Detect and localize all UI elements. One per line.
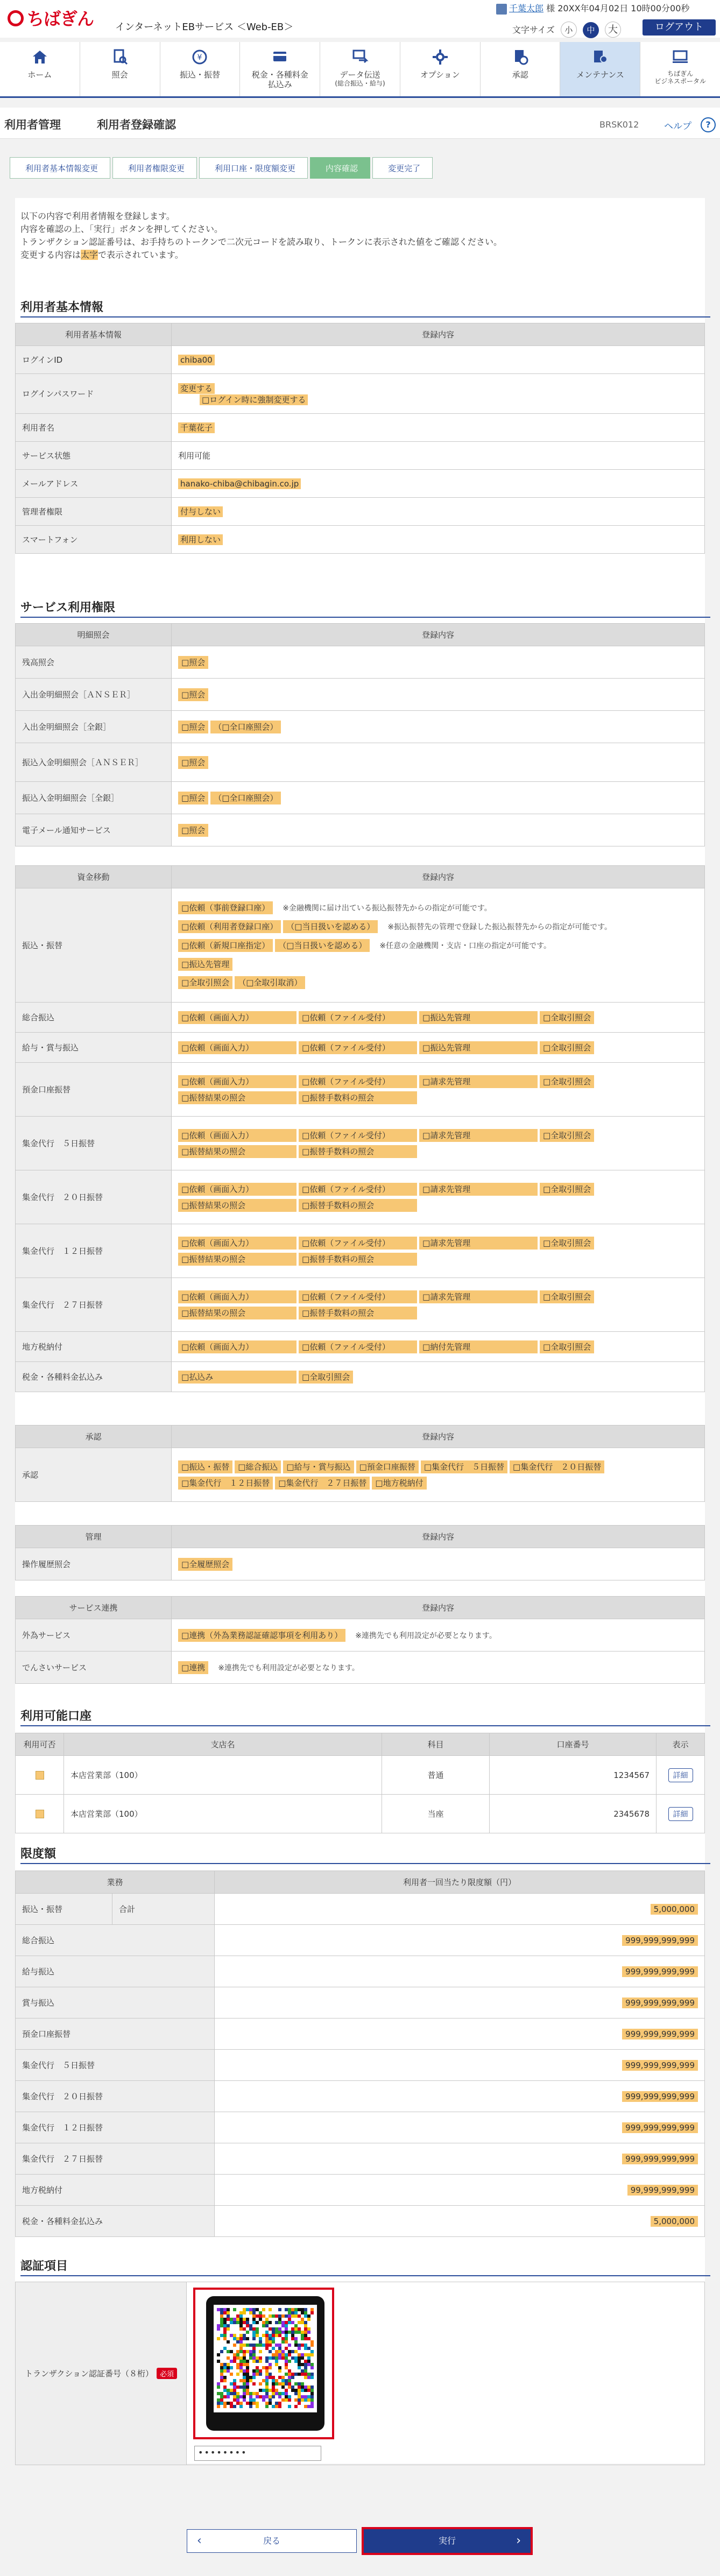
available-check-icon: [36, 1771, 44, 1780]
row-label: 残高照会: [16, 646, 172, 679]
section-service-heading: サービス利用権限: [20, 598, 115, 615]
row-label: 入出金明細照会［ＡＮＳＥＲ］: [16, 679, 172, 711]
token-device: [206, 2296, 324, 2431]
account-detail-button[interactable]: 詳細: [668, 1768, 693, 1782]
qr-code-icon: [217, 2308, 314, 2409]
execute-button[interactable]: 実行 ›: [362, 2527, 533, 2555]
col-header: 登録内容: [172, 323, 705, 346]
required-badge: 必須: [157, 2368, 177, 2379]
management-table: 管理 登録内容 操作履歴照会 □全履歴照会: [15, 1525, 705, 1580]
nav-option[interactable]: [400, 42, 481, 96]
nav-label: ちばぎん: [667, 70, 694, 77]
funds-table: 資金移動 登録内容 振込・振替 □依頼（事前登録口座） ※金融機関に届け出ている振込振替先からの指定が可能です。 □依頼（利用者登録口座） （□当日扱いを認める） ※振込振替先の管理で登録した振込振替先からの指定が可能です。 □依頼（新規口座指定） （□当日扱いを認める） ※任意の金融機関・支店・口座の指定が可能です。 □振込先管理 □全取引照会 （□全取引取消） 総合振込 □依頼（画面入力） □依頼（ファイル受付） □振込先管理 □全取引照会 給与・賞与振込 □依頼（画面入力） □依頼（ファイル受付） □振込先管理 □全取引照会 預金口座振替 □依頼（画面入力） □依頼（ファイル受付） □請求先管理 □全取引照会 □振替結果の照会 □振替手数料の照会 集金代行 ５日振替 □依頼（画面入力） □依頼（ファイル受付） □請求先管理 □全取引照会 □振替結果の照会 □振替手数料の照会 集金代行 ２０日振替 □依頼（画面入力） □依頼（ファイル受付） □請求先管理 □全取引照会 □振替結果の照会 □振替手数料の照会 集金代行 １２日振替 □依頼（画面入力） □依頼（ファイル受付） □請求先管理 □全取引照会 □振替結果の照会 □振替手数料の照会 集金代行 ２７日振替 □依頼（画面入力） □依頼（ファイル受付） □請求先管理 □全取引照会 □振替結果の照会 □振替手数料の照会 地方税納付 □依頼（画面入力） □依頼（ファイル受付） □納付先管理 □全取引照会 税金・各種料金払込み □払込み □全取引照会: [15, 865, 705, 1392]
screen-code: BRSK012: [599, 119, 639, 130]
section-basic-heading: 利用者基本情報: [20, 298, 103, 315]
perm-tag: □依頼（利用者登録口座）: [178, 920, 281, 933]
col-header: サービス連携: [16, 1597, 172, 1619]
nav-data-transmission[interactable]: [320, 42, 400, 96]
intro-line: 内容を確認の上、「実行」ボタンを押してください。: [20, 224, 223, 234]
nav-sublabel: (総合振込・給与): [335, 80, 385, 87]
inquiry-table: [15, 623, 705, 846]
row-label: 集金代行 ２０日振替: [16, 1170, 172, 1224]
portal-icon: [669, 46, 691, 68]
section-limits-heading: 限度額: [20, 1845, 56, 1861]
row-label: 電子メール通知サービス: [16, 814, 172, 846]
auth-label: トランザクション認証番号（８桁）: [24, 2369, 154, 2379]
row-label: 税金・各種料金払込み: [16, 1362, 172, 1392]
nav-label: データ伝送: [340, 70, 380, 80]
row-label: 管理者権限: [16, 498, 172, 526]
col-header: 利用者一回当たり限度額（円）: [215, 1871, 705, 1894]
logo-text: ちばぎん: [27, 9, 94, 29]
row-label: 預金口座振替: [16, 1063, 172, 1117]
perm-note: ※任意の金融機関・支店・口座の指定が可能です。: [379, 942, 551, 950]
global-nav: [0, 42, 720, 98]
logout-button[interactable]: ログアウト: [643, 19, 716, 36]
row-label: 利用者名: [16, 414, 172, 442]
perm-tag: （□当日扱いを認める）: [275, 939, 370, 952]
nav-label: メンテナンス: [576, 70, 624, 80]
perm-tag: □依頼（事前登録口座）: [178, 901, 273, 914]
accounts-table: [15, 1733, 705, 1833]
row-label: メールアドレス: [16, 470, 172, 498]
nav-maintenance[interactable]: [560, 42, 640, 96]
nav-approval[interactable]: [481, 42, 561, 96]
bold-sample: 太字: [81, 250, 98, 260]
row-label: 集金代行 ２７日振替: [16, 1278, 172, 1332]
font-size-label: 文字サイズ: [512, 25, 555, 35]
available-check-icon: [36, 1810, 44, 1818]
user-name-link[interactable]: 千葉太郎: [509, 3, 544, 13]
nav-transfer[interactable]: [160, 42, 241, 96]
step-accounts-limits: 利用口座・限度額変更: [199, 157, 308, 179]
perm-tag: （□全口座照会）: [210, 792, 281, 804]
col-header: 業務: [16, 1871, 215, 1894]
perm-tag: □照会: [178, 756, 208, 769]
col-header: 登録内容: [172, 866, 705, 888]
nav-label: 承認: [512, 70, 528, 80]
qr-frame: [193, 2288, 334, 2439]
account-detail-button[interactable]: 詳細: [668, 1807, 693, 1821]
nav-label: オプション: [420, 70, 460, 80]
row-label: 総合振込: [16, 1003, 172, 1033]
section-accounts-heading: 利用可能口座: [20, 1707, 91, 1724]
font-size-large-button[interactable]: 大: [605, 22, 621, 38]
row-label: 操作履歴照会: [16, 1548, 172, 1580]
perm-tag: （□全取引取消）: [235, 976, 305, 989]
row-label: でんさいサービス: [16, 1652, 172, 1684]
col-header: 明細照会: [16, 624, 172, 646]
row-label: スマートフォン: [16, 526, 172, 554]
row-label: サービス状態: [16, 442, 172, 470]
perm-note: ※振込振替先の管理で登録した振込振替先からの指定が可能です。: [387, 923, 612, 931]
step-complete: 変更完了: [372, 157, 433, 179]
table-row: 本店営業部（100） 普通 1234567 詳細: [16, 1756, 705, 1795]
perm-tag: □照会: [178, 656, 208, 669]
step-basic-info: 利用者基本情報変更: [10, 157, 110, 179]
row-label: 入出金明細照会［全銀］: [16, 711, 172, 743]
font-size-small-button[interactable]: 小: [561, 22, 577, 38]
col-header: 承認: [16, 1425, 172, 1448]
header: [0, 0, 720, 38]
col-header: 口座番号: [490, 1733, 657, 1756]
nav-tax[interactable]: [240, 42, 320, 96]
row-label: 承認: [16, 1448, 172, 1502]
data-transmission-icon: [349, 46, 371, 68]
col-header: 登録内容: [172, 1526, 705, 1548]
step-confirm: 内容確認: [310, 157, 370, 179]
step-authority: 利用者権限変更: [112, 157, 197, 179]
perm-tag: （□当日扱いを認める）: [283, 920, 378, 933]
perm-tag: □振込先管理: [178, 958, 232, 971]
row-label: 振込・振替: [16, 888, 172, 1003]
intro-line: 変更する内容は太字で表示されています。: [20, 250, 183, 260]
col-header: 科目: [382, 1733, 490, 1756]
col-header: 登録内容: [172, 624, 705, 646]
perm-tag: □全取引照会: [178, 976, 232, 989]
nav-home[interactable]: [0, 42, 80, 96]
col-header: 利用可否: [16, 1733, 64, 1756]
bank-logo[interactable]: [8, 5, 94, 30]
col-header: 表示: [657, 1733, 705, 1756]
nav-label: 照会: [111, 70, 128, 80]
row-label: 集金代行 ５日振替: [16, 1117, 172, 1170]
perm-note: ※連携先でも利用設定が必要となります。: [218, 1663, 359, 1672]
font-size-medium-button[interactable]: 中: [583, 22, 599, 38]
approval-table: 承認 登録内容 承認 □振込・振替 □総合振込 □給与・賞与振込 □預金口座振替 □集金代行 ５日振替 □集金代行 ２０日振替 □集金代行 １２日振替 □集金代行 ２７日振替 □地方税納付: [15, 1425, 705, 1502]
intro-line: トランザクション認証番号は、お手持ちのトークンで二次元コードを読み取り、トークンに表示された値をご確認ください。: [20, 237, 503, 247]
perm-tag: □依頼（新規口座指定）: [178, 939, 273, 952]
limits-table: 業務 利用者一回当たり限度額（円） 振込・振替 合計 5,000,000 総合振込 999,999,999,999 給与振込 999,999,999,999 賞与振込 999,999,999,999 預金口座振替 999,999,999,999 集金代行 ５日振替 999,999,999,999 集金代行 ２０日振替 999,999,999,999 集金代行 １２日振替 999,999,999,999 集金代行 ２７日振替 999,999,999,999 地方税納付 99,999,999,999 税金・各種料金払込み 5,000,000: [15, 1871, 705, 2237]
col-header: 支店名: [64, 1733, 382, 1756]
option-icon: [429, 46, 451, 68]
row-value: 変更する □ログイン時に強制変更する: [172, 374, 705, 414]
row-label: 振込入金明細照会［全銀］: [16, 782, 172, 814]
row-label: 給与・賞与振込: [16, 1033, 172, 1063]
basic-info-table: [15, 323, 705, 554]
main-content: [15, 198, 705, 2464]
help-link[interactable]: ヘルプ: [664, 121, 691, 132]
chevron-left-icon: ‹: [197, 2534, 202, 2547]
nav-label: 振込・振替: [179, 70, 220, 80]
service-link-table: サービス連携 登録内容 外為サービス □連携（外為業務認証確認事項を利用あり） ※連携先でも利用設定が必要となります。 でんさいサービス □連携 ※連携先でも利用設定が必要となります。: [15, 1596, 705, 1684]
row-value: chiba00: [172, 346, 705, 374]
nav-portal[interactable]: [640, 42, 720, 96]
row-label: 集金代行 １２日振替: [16, 1224, 172, 1278]
perm-tag: □照会: [178, 688, 208, 701]
transaction-code-input[interactable]: ••••••••: [194, 2446, 321, 2461]
user-suffix: 様: [546, 3, 555, 13]
svg-text:¥: ¥: [197, 53, 202, 62]
col-header: 資金移動: [16, 866, 172, 888]
user-info: [496, 2, 689, 15]
service-name: インターネットEBサービス ＜Web-EB＞: [115, 22, 294, 33]
row-value: 千葉花子: [172, 414, 705, 442]
row-value: 付与しない: [172, 498, 705, 526]
perm-note: ※連携先でも利用設定が必要となります。: [355, 1631, 497, 1640]
row-value: 利用しない: [172, 526, 705, 554]
col-header: 利用者基本情報: [16, 323, 172, 346]
perm-tag: □照会: [178, 721, 208, 733]
intro-line: 以下の内容で利用者情報を登録します。: [20, 211, 175, 221]
font-size-switcher: [512, 22, 621, 38]
step-indicator: [10, 157, 435, 179]
row-value: hanako-chiba@chibagin.co.jp: [172, 470, 705, 498]
nav-label: 税金・各種料金: [251, 70, 308, 80]
maintenance-icon: [589, 46, 611, 68]
perm-tag: （□全口座照会）: [210, 721, 281, 733]
section-auth-heading: 認証項目: [20, 2257, 68, 2274]
col-header: 管理: [16, 1526, 172, 1548]
row-label: 振込入金明細照会［ＡＮＳＥＲ］: [16, 743, 172, 782]
row-label: 外為サービス: [16, 1619, 172, 1652]
row-label: 地方税納付: [16, 1332, 172, 1362]
perm-tag: □照会: [178, 792, 208, 804]
col-header: 登録内容: [172, 1597, 705, 1619]
page-title: 利用者登録確認: [97, 118, 176, 131]
chevron-right-icon: ›: [516, 2534, 521, 2547]
logo-mark-icon: [8, 10, 24, 26]
nav-sublabel: ビジネスポータル: [654, 77, 706, 85]
nav-inquiry[interactable]: [80, 42, 160, 96]
table-row: 本店営業部（100） 当座 2345678 詳細: [16, 1795, 705, 1833]
page-category: 利用者管理: [4, 118, 61, 131]
tax-payment-icon: [269, 46, 291, 68]
login-datetime: 20XX年04月02日 10時00分00秒: [557, 3, 690, 13]
perm-note: ※金融機関に届け出ている振込振替先からの指定が可能です。: [283, 904, 492, 913]
nav-sublabel: 払込み: [267, 80, 292, 89]
document-search-icon: [109, 46, 131, 68]
qr-code: [214, 2305, 317, 2412]
back-button[interactable]: ‹ 戻る: [187, 2529, 357, 2553]
intro-text: [20, 210, 502, 262]
transfer-icon: [189, 46, 210, 68]
nav-label: ホーム: [27, 70, 52, 80]
row-label: ログインID: [16, 346, 172, 374]
row-value: 利用可能: [172, 442, 705, 470]
row-label: ログインパスワード: [16, 374, 172, 414]
col-header: 登録内容: [172, 1425, 705, 1448]
page-title-bar: [0, 108, 720, 139]
perm-tag: □照会: [178, 824, 208, 837]
auth-table: [15, 2282, 705, 2465]
approval-icon: [510, 46, 531, 68]
home-icon: [29, 46, 51, 68]
help-icon[interactable]: ?: [701, 117, 716, 132]
user-icon: [496, 4, 507, 15]
